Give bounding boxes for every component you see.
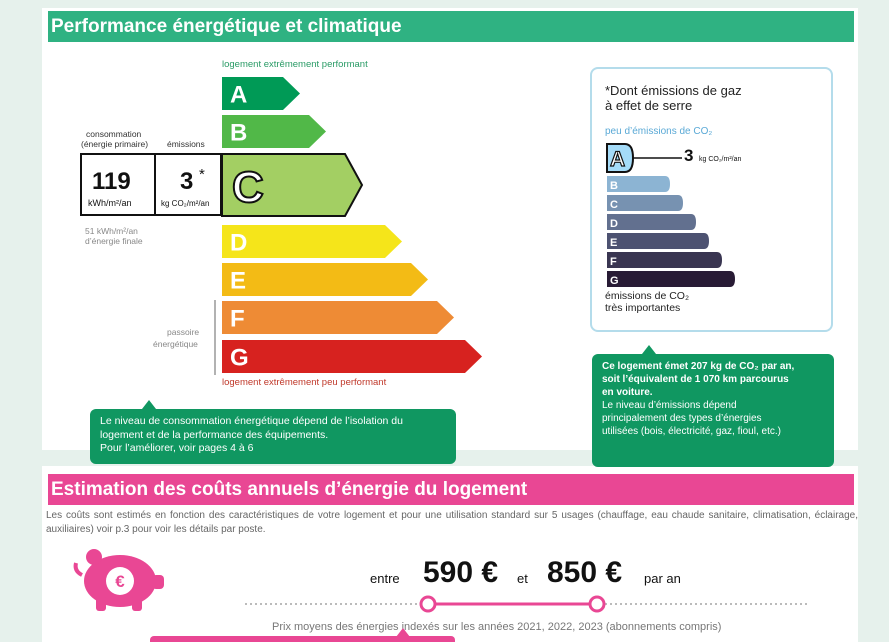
energy-letter-a: A	[230, 81, 248, 109]
ges-letter-g: G	[610, 275, 619, 287]
ges-unit: kg CO₂/m²/an	[699, 156, 742, 163]
callout-right	[592, 354, 834, 467]
callout-left-line2: logement et de la performance des équipements.	[100, 428, 329, 441]
energy-letter-e: E	[230, 267, 247, 295]
ges-title-line1: *Dont émissions de gaz	[605, 83, 742, 98]
consumption-value: 119	[92, 168, 131, 195]
consumption-label: consommation	[86, 129, 142, 139]
energy-letter-b: B	[230, 119, 248, 147]
scale-bottom-label: logement extrêmement peu performant	[222, 377, 387, 388]
cost-min: 590 €	[423, 556, 499, 589]
callout-right-line1: Ce logement émet 207 kg de CO₂ par an,	[602, 361, 795, 372]
cost-et: et	[517, 571, 528, 586]
callout-right-pointer	[642, 345, 656, 354]
cost-callout-pointer	[396, 628, 410, 637]
cost-par-an: par an	[644, 571, 681, 586]
final-energy-line2: d’énergie finale	[85, 236, 143, 246]
energy-letter-g: G	[230, 344, 249, 372]
callout-right-line3: en voiture.	[602, 387, 653, 398]
emissions-star: *	[199, 166, 205, 183]
scale-top-label: logement extrêmement performant	[222, 59, 368, 70]
consumption-unit: kWh/m²/an	[88, 198, 132, 208]
energy-letter-c: C	[232, 163, 264, 212]
ges-letter-b: B	[610, 180, 618, 192]
ges-bottom-label	[605, 290, 689, 314]
ges-bar-f	[607, 252, 722, 268]
cost-min-marker	[421, 597, 435, 611]
callout-right-line4: Le niveau d’émissions dépend	[602, 400, 737, 411]
emissions-value: 3	[180, 168, 194, 195]
ges-bar-c	[607, 195, 683, 211]
costs-intro: Les coûts sont estimés en fonction des caractéristiques de votre logement et pour une utilisation standard sur 5 usages (chauffage, eau chaude sanitaire, climatisation, éclairage, auxiliaires) voir p.3 pour voir les détails par poste.	[46, 510, 858, 535]
ges-letter-e: E	[610, 237, 618, 249]
emissions-label: émissions	[167, 139, 205, 149]
ges-letter-a: A	[610, 148, 626, 171]
ges-letter-f: F	[610, 256, 617, 268]
passoire-line2: énergétique	[153, 339, 198, 349]
cost-note: Prix moyens des énergies indexés sur les années 2021, 2022, 2023 (abonnements compris)	[272, 621, 722, 633]
callout-right-line2: soit l’équivalent de 1 070 km parcourus	[602, 374, 789, 385]
cost-entre: entre	[370, 571, 400, 586]
emissions-unit: kg CO₂/m²/an	[161, 199, 210, 208]
cost-range-track	[240, 594, 815, 614]
cost-max: 850 €	[547, 556, 623, 589]
energy-letter-f: F	[230, 305, 245, 333]
ges-bottom-line1: émissions de CO₂	[605, 290, 690, 302]
callout-right-line5: principalement des types d’énergies	[602, 413, 762, 424]
ges-bar-g	[607, 271, 735, 287]
ges-letter-c: C	[610, 199, 618, 211]
callout-left-line1: Le niveau de consommation énergétique dépend de l’isolation du	[100, 415, 403, 427]
cost-max-marker	[590, 597, 604, 611]
ges-value: 3	[684, 146, 694, 165]
callout-right-line6: utilisées (bois, électricité, gaz, fioul, etc.)	[602, 426, 781, 437]
svg-text:€: €	[115, 572, 125, 591]
costs-header: Estimation des coûts annuels d’énergie du logement	[48, 474, 854, 505]
performance-header: Performance énergétique et climatique	[48, 11, 854, 42]
energy-letter-d: D	[230, 229, 248, 257]
passoire-line1: passoire	[167, 327, 200, 337]
ges-bar-e	[607, 233, 709, 249]
ges-bar-d	[607, 214, 696, 230]
callout-left-line3: Pour l’améliorer, voir pages 4 à 6	[100, 442, 254, 454]
piggy-bank-icon	[70, 545, 170, 613]
ges-title-line2: à effet de serre	[605, 98, 693, 113]
consumption-sublabel: (énergie primaire)	[81, 139, 149, 149]
ges-letter-d: D	[610, 218, 618, 230]
ges-bottom-line2: très importantes	[605, 302, 681, 314]
ges-top-label: peu d’émissions de CO₂	[605, 126, 713, 137]
final-energy-line1: 51 kWh/m²/an	[85, 226, 138, 236]
